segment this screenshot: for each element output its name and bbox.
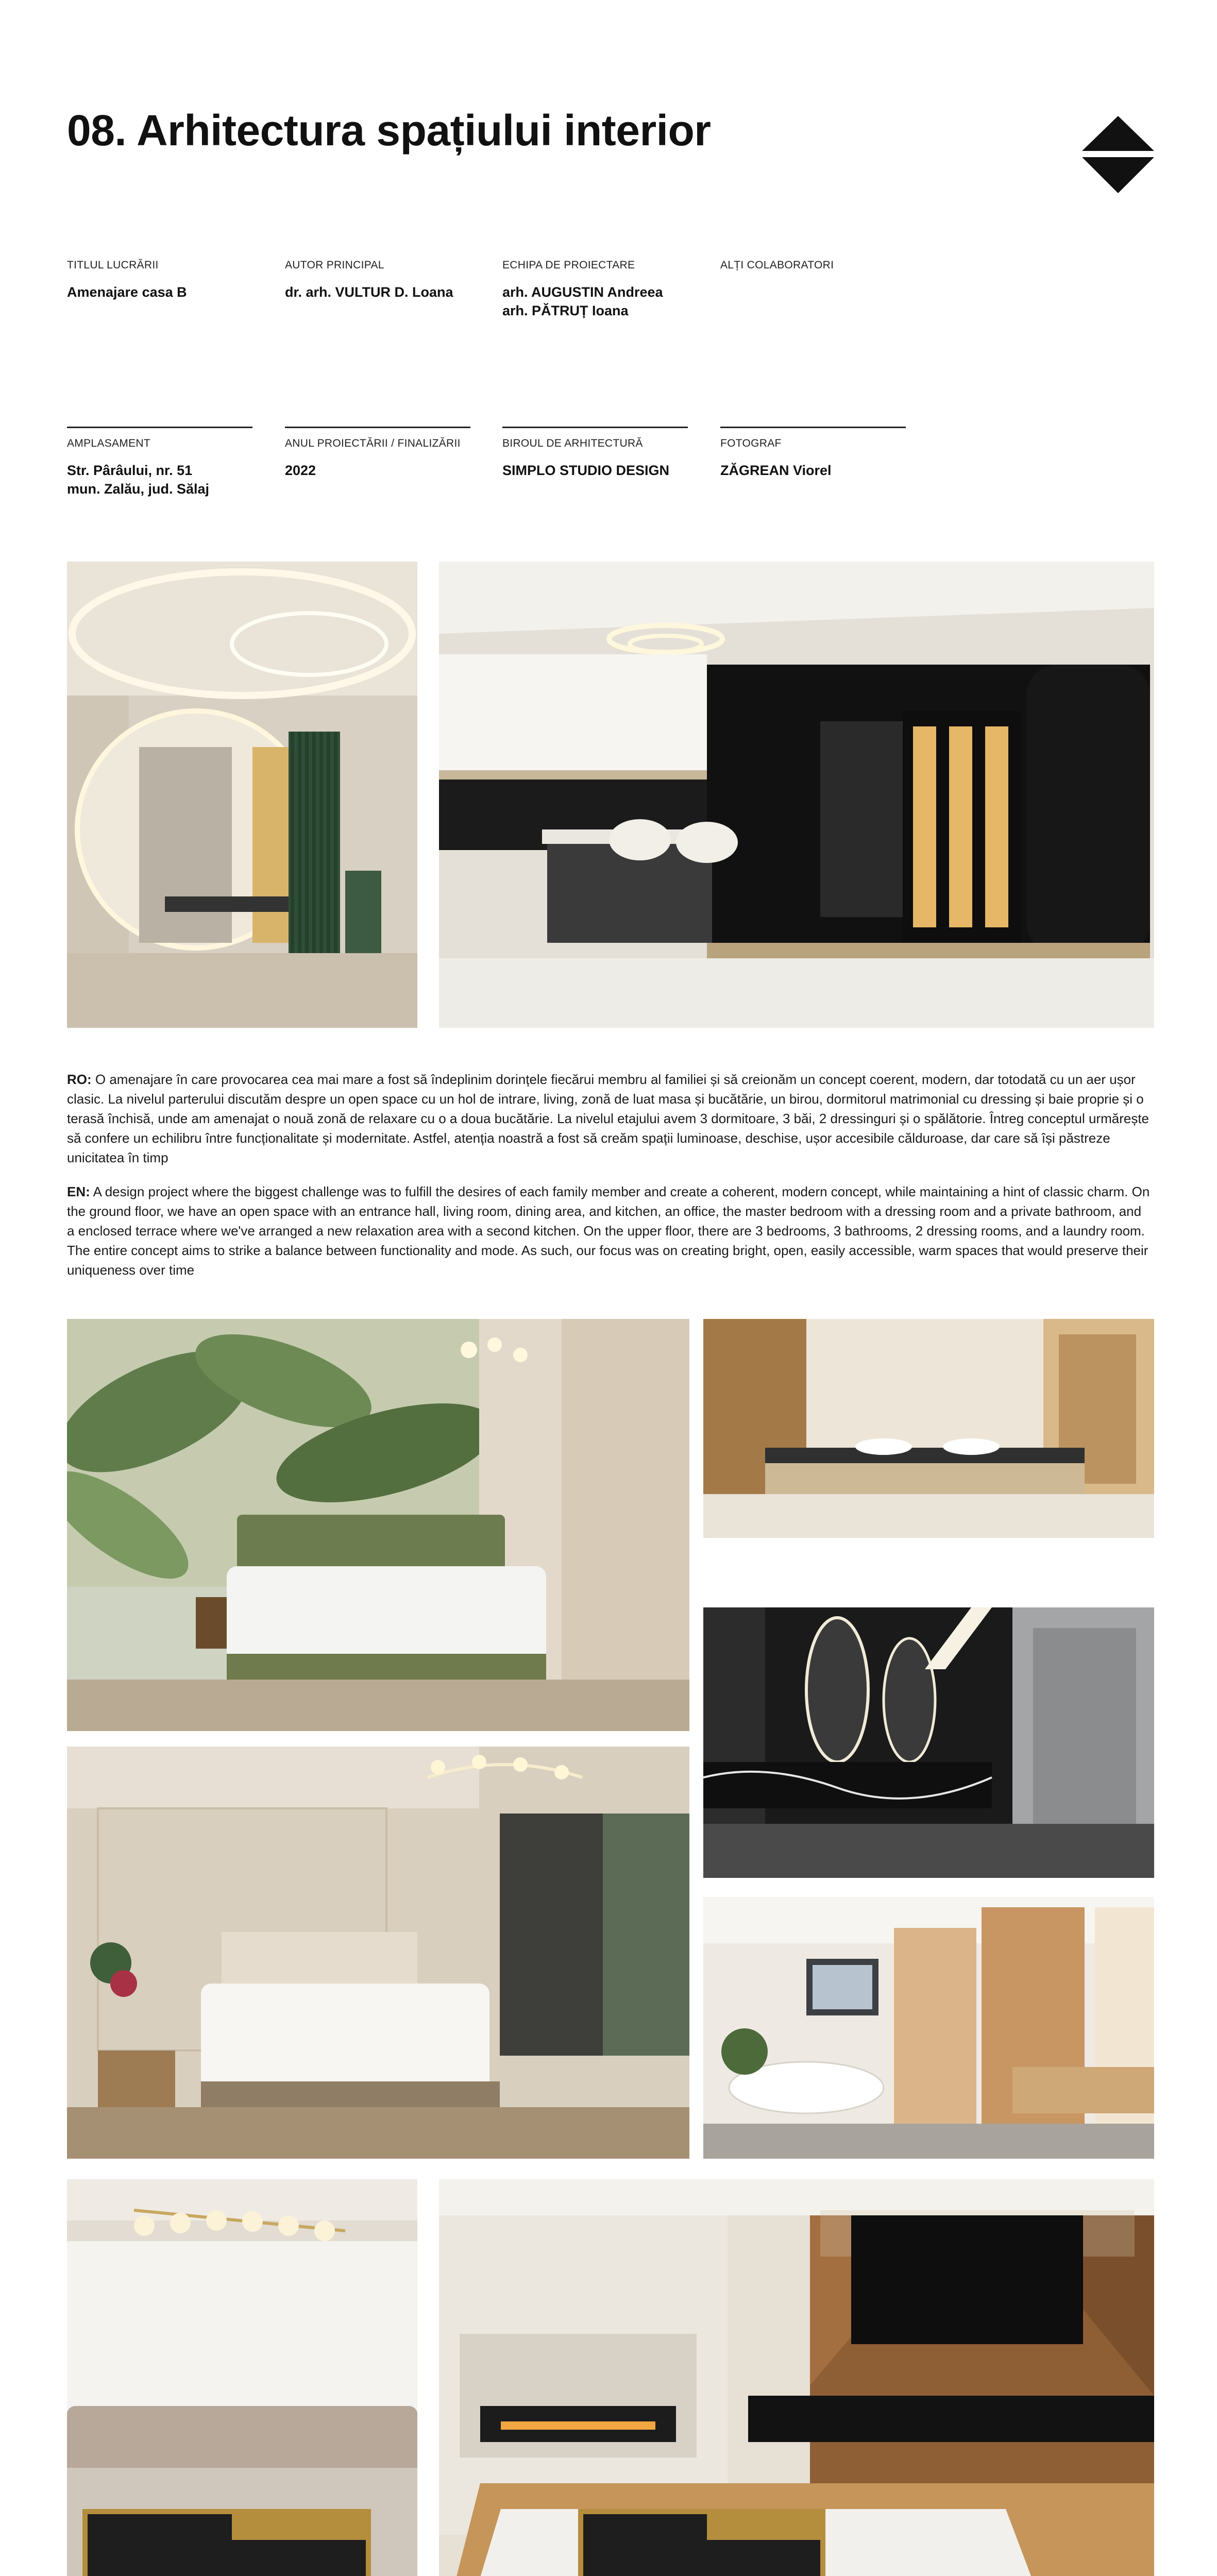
diamond-logo-icon xyxy=(1082,116,1154,193)
photo-bathroom-tub xyxy=(703,1897,1154,2159)
meta-year: ANUL PROIECTĂRII / FINALIZĂRII 2022 xyxy=(285,427,476,480)
meta-collaborators: ALȚI COLABORATORI xyxy=(720,259,834,271)
meta-project-title: TITLUL LUCRĂRII Amenajare casa B xyxy=(67,259,187,300)
en-text: A design project where the biggest challenge was to fulfill the desires of each family member and create a coherent, modern concept, while maintaining a hint of classic charm. On the ground floor, we have an open space with an entrance hall, living room, dining area, and kitchen, an office, the master bedroom with a dressing room and a private bathroom, and a enclosed terrace where we've arranged a new relaxation area with a second kitchen. On the upper floor, there are 3 bedrooms, 3 bathrooms, 2 dressing rooms, and a laundry room. The entire concept aims to strike a balance between functionality and mode. As such, our focus was on creating bright, open, easily accessible, warm spaces that would preserve their uniqueness over time xyxy=(67,1184,1150,1278)
photo-dark-bathroom xyxy=(703,1607,1154,1878)
divider xyxy=(67,427,252,428)
photo-hallway xyxy=(67,562,417,1028)
meta-main-author: AUTOR PRINCIPAL dr. arh. VULTUR D. Loana xyxy=(285,259,453,300)
ro-label: RO: xyxy=(67,1072,92,1087)
meta-photographer: FOTOGRAF ZĂGREAN Viorel xyxy=(720,427,911,480)
description-en xyxy=(67,1182,1152,1280)
photo-bedroom-leaves xyxy=(67,1319,689,1731)
photo-living-tv xyxy=(439,2179,1154,2576)
divider xyxy=(720,427,906,428)
divider xyxy=(502,427,688,428)
description-ro xyxy=(67,1070,1152,1167)
en-label: EN: xyxy=(67,1184,90,1199)
meta-office: BIROUL DE ARHITECTURĂ SIMPLO STUDIO DESIGN xyxy=(502,427,693,480)
meta-design-team: ECHIPA DE PROIECTARE arh. AUGUSTIN Andreea arh. PĂTRUȚ Ioana xyxy=(502,259,663,318)
meta-location: AMPLASAMENT Str. Pârâului, nr. 51 mun. Zalău, jud. Sălaj xyxy=(67,427,258,498)
photo-bathroom-vanity xyxy=(703,1319,1154,1538)
photo-kitchen xyxy=(439,562,1154,1028)
divider xyxy=(285,427,470,428)
photo-living-sofa xyxy=(67,2179,417,2576)
page-title: 08. Arhitectura spațiului interior xyxy=(67,106,711,155)
ro-text: O amenajare în care provocarea cea mai mare a fost să îndeplinim dorințele fiecărui membru al familiei și să creionăm un concept coerent, modern, dar totodată cu un aer ușor clasic. La nivelul parterului discutăm despre un open space cu un hol de intrare, living, zonă de luat masa și bucătărie, un birou, dormitorul matrimonial cu dressing și baie proprie și o terasă închisă, unde am amenajat o nouă zonă de relaxare cu o a doua bucătărie. La nivelul etajului avem 3 dormitoare, 3 băi, 2 dressinguri și o spălătorie. Întreg conceptul urmărește să confere un echilibru între funcționalitate și modernitate. Astfel, atenția noastră a fost să creăm spații luminoase, deschise, ușor accesibile călduroase, dar care să își păstreze unicitatea în timp xyxy=(67,1072,1150,1165)
photo-bedroom-beige xyxy=(67,1747,689,2159)
